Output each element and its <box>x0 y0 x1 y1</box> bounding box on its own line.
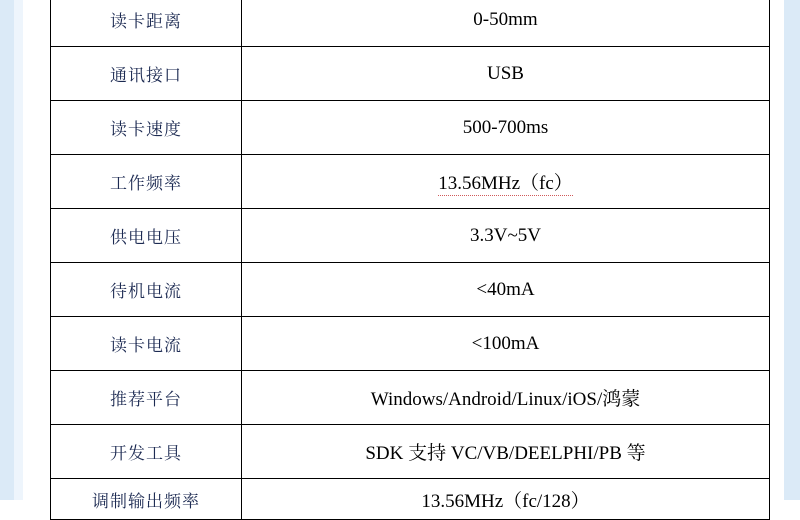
row-value: 3.3V~5V <box>242 209 770 263</box>
row-label: 推荐平台 <box>51 371 242 425</box>
row-label: 读卡距离 <box>51 0 242 47</box>
row-value: <40mA <box>242 263 770 317</box>
row-label: 通讯接口 <box>51 47 242 101</box>
row-label: 调制输出频率 <box>51 479 242 520</box>
row-value: 500-700ms <box>242 101 770 155</box>
table-row <box>51 209 770 263</box>
page-frame-left-outer <box>0 0 14 500</box>
row-label: 待机电流 <box>51 263 242 317</box>
table-row <box>51 101 770 155</box>
row-label: 开发工具 <box>51 425 242 479</box>
table-row <box>51 371 770 425</box>
table-row <box>51 0 770 47</box>
row-label: 工作频率 <box>51 155 242 209</box>
table-row <box>51 155 770 209</box>
row-value: USB <box>242 47 770 101</box>
row-value: 0-50mm <box>242 0 770 47</box>
table-row <box>51 317 770 371</box>
table-row <box>51 263 770 317</box>
row-value: Windows/Android/Linux/iOS/鸿蒙 <box>242 371 770 425</box>
table-row <box>51 425 770 479</box>
page-sheet <box>23 0 784 512</box>
row-value: 13.56MHz（fc/128） <box>242 479 770 520</box>
table-row <box>51 479 770 520</box>
row-label: 供电电压 <box>51 209 242 263</box>
specification-table <box>50 0 770 520</box>
page-frame-right-outer <box>784 0 800 500</box>
table-row <box>51 47 770 101</box>
row-value <box>242 155 770 209</box>
page-frame-left-inner <box>14 0 23 500</box>
row-label: 读卡电流 <box>51 317 242 371</box>
row-label: 读卡速度 <box>51 101 242 155</box>
row-value-text: 13.56MHz（fc） <box>438 173 573 194</box>
row-value: SDK 支持 VC/VB/DEELPHI/PB 等 <box>242 425 770 479</box>
row-value: <100mA <box>242 317 770 371</box>
